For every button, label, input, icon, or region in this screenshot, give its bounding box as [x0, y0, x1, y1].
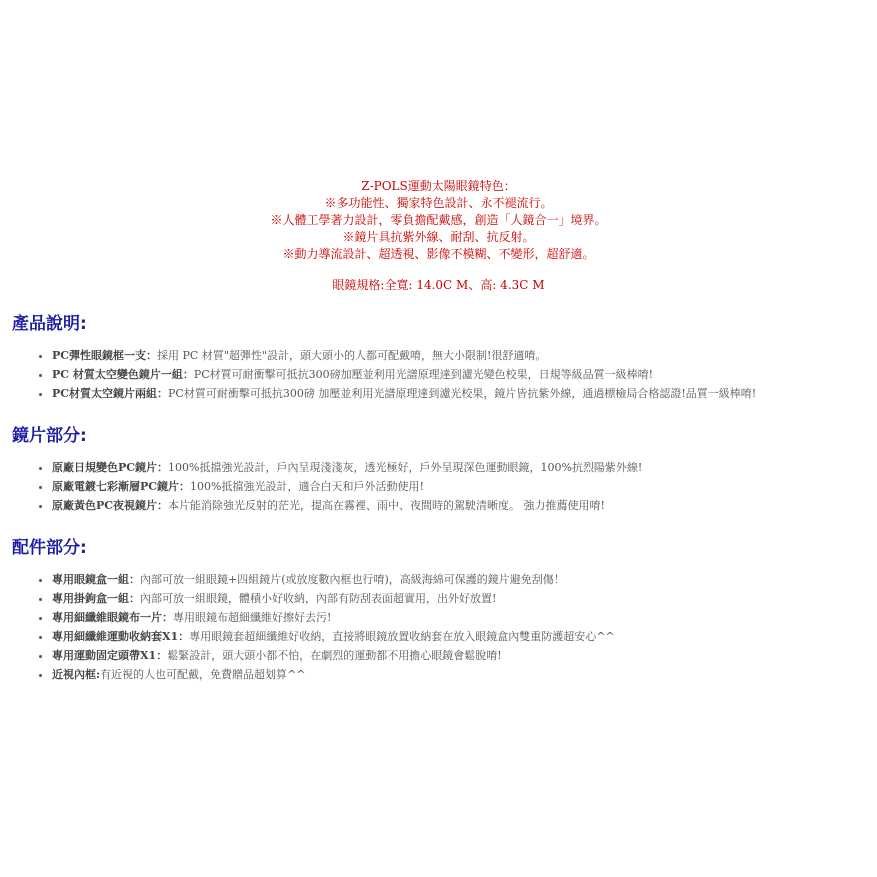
item-key: PC彈性眼鏡框一支：	[52, 349, 158, 362]
list-item	[52, 608, 877, 627]
item-key: 專用細纖維眼鏡布一片：	[52, 611, 173, 624]
item-key: 近視內框:	[52, 668, 101, 681]
item-value: 有近視的人也可配戴，免費贈品超划算^^	[100, 668, 306, 681]
list-item	[52, 365, 877, 384]
list-item	[52, 496, 877, 515]
list-item	[52, 627, 877, 646]
intro-block	[0, 178, 877, 294]
list-item	[52, 458, 877, 477]
intro-line: ※人體工學著力設計，零負擔配戴感，創造「人鏡合一」境界。	[270, 213, 607, 227]
item-key: 專用眼鏡盒一組：	[52, 573, 140, 586]
item-value: 專用眼鏡布超細纖維好擦好去污!	[173, 611, 332, 624]
lens-list	[34, 458, 877, 515]
list-item	[52, 665, 877, 684]
list-item	[52, 570, 877, 589]
item-value: 內部可放一組眼鏡+四組鏡片(或放度數內框也行唷)，高級海綿可保護的鏡片避免刮傷！	[140, 573, 565, 586]
lens-section-title: 鏡片部分:	[12, 426, 87, 446]
item-key: 原廠電鍍七彩漸層PC鏡片：	[52, 480, 191, 493]
item-value: 本片能消除強光反射的茫光，提高在霧裡、雨中、夜間時的駕駛清晰度。 強力推薦使用唷!	[168, 499, 605, 512]
list-item	[52, 589, 877, 608]
intro-line: ※多功能性、獨家特色設計、永不褪流行。	[324, 196, 553, 210]
item-value: 內部可放一組眼鏡，體積小好收納，內部有防刮表面超實用，出外好放置!	[140, 592, 497, 605]
list-item	[52, 384, 877, 403]
spec-line: 眼鏡規格:全寬: 14.0C M、高: 4.3C M	[332, 278, 545, 292]
intro-line: ※動力導流設計、超透視、影像不模糊、不變形，超舒適。	[282, 247, 595, 261]
item-key: 專用掛鉤盒一組：	[52, 592, 140, 605]
item-value: 鬆緊設計，頭大頭小都不怕，在劇烈的運動都不用擔心眼鏡會鬆脫唷!	[167, 649, 502, 662]
intro-line: Z-POLS運動太陽眼鏡特色：	[361, 179, 516, 193]
accessories-list	[34, 570, 877, 684]
list-item	[52, 477, 877, 496]
item-value: 100%抵擋強光設計，適合白天和戶外活動使用!	[190, 480, 424, 493]
item-value: 100%抵擋強光設計，戶內呈現淺淺灰，透光極好，戶外呈現深色運動眼鏡，100%抗烈陽紫外線!	[168, 461, 643, 474]
accessories-section-title: 配件部分:	[12, 538, 87, 558]
item-value: PC材質可耐衝擊可抵抗300磅 加壓並利用光譜原理達到濾光校果，鏡片皆抗紫外線，通過標檢局合格認證!品質一級棒唷!	[168, 387, 757, 400]
product-list	[34, 346, 877, 403]
item-value: 專用眼鏡套超細纖維好收納，直接將眼鏡放置收納套在放入眼鏡盒內雙重防護超安心^^	[189, 630, 615, 643]
item-key: 原廠日規變色PC鏡片：	[52, 461, 169, 474]
item-key: 專用運動固定頭帶X1：	[52, 649, 168, 662]
item-key: 原廠黃色PC夜視鏡片：	[52, 499, 169, 512]
item-key: PC材質太空鏡片兩組：	[52, 387, 169, 400]
product-section-title: 產品說明:	[12, 314, 87, 334]
list-item	[52, 646, 877, 665]
item-value: 採用 PC 材質"超彈性"設計，頭大頭小的人都可配戴唷，無大小限制!很舒適唷。	[157, 349, 547, 362]
item-value: PC材質可耐衝擊可抵抗300磅加壓並利用光譜原理達到濾光變色校果，日規等級品質一級棒唷!	[193, 368, 654, 381]
item-key: 專用細纖維運動收納套X1：	[52, 630, 190, 643]
item-key: PC 材質太空變色鏡片一組：	[52, 368, 194, 381]
list-item	[52, 346, 877, 365]
intro-line: ※鏡片具抗紫外線、耐刮、抗反射。	[342, 230, 535, 244]
